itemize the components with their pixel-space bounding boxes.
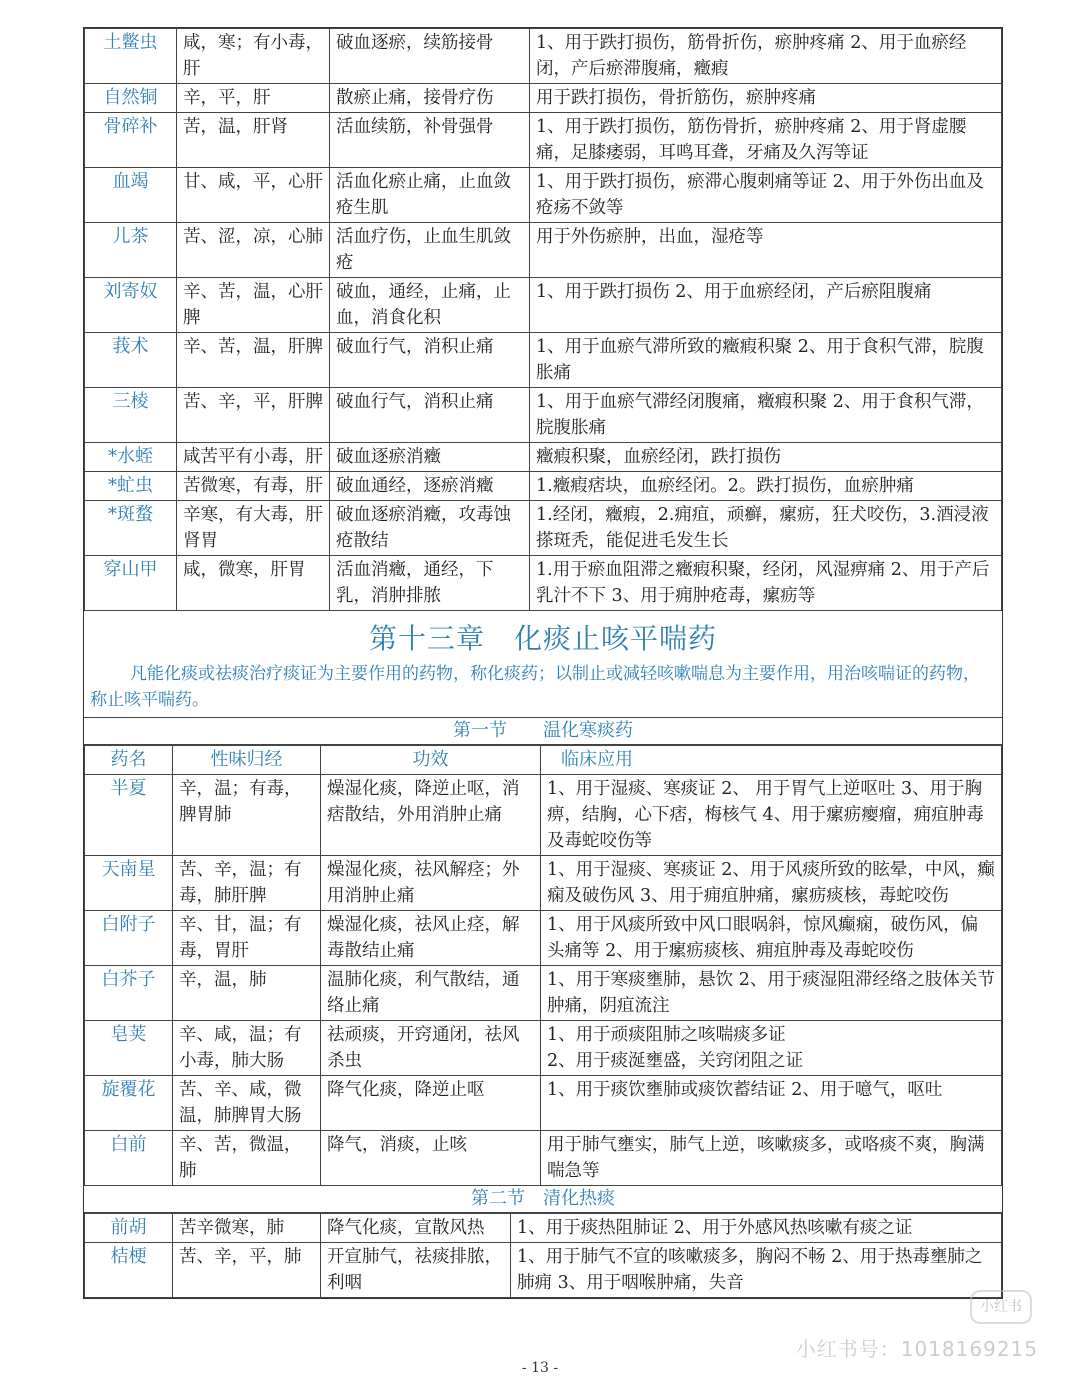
table-row xyxy=(85,1243,1002,1298)
herb-name: 三棱 xyxy=(85,388,177,443)
herb-use: 用于跌打损伤，骨折筋伤，瘀肿疼痛 xyxy=(530,84,1002,113)
herb-use: 1、用于血瘀气滞经闭腹痛，癥瘕积聚 2、用于食积气滞，脘腹胀痛 xyxy=(530,388,1002,443)
herb-name: 自然铜 xyxy=(85,84,177,113)
table-row xyxy=(85,168,1002,223)
chapter-title: 第十三章 化痰止咳平喘药 xyxy=(368,622,717,655)
herb-effect: 活血疗伤，止血生肌敛疮 xyxy=(330,223,530,278)
table-row xyxy=(85,113,1002,168)
table-row xyxy=(85,856,1002,911)
herb-name: 白芥子 xyxy=(85,966,173,1021)
table-row xyxy=(85,84,1002,113)
herb-name: 白前 xyxy=(85,1131,173,1186)
document-page xyxy=(83,27,1003,1299)
herb-name: 皂荚 xyxy=(85,1021,173,1076)
herb-use: 用于外伤瘀肿，出血，湿疮等 xyxy=(530,223,1002,278)
watermark-logo: 小红书 xyxy=(970,1290,1032,1324)
table-row xyxy=(85,388,1002,443)
section-1-title: 第一节 温化寒痰药 xyxy=(84,718,1002,745)
top-herb-table xyxy=(84,28,1002,611)
herb-nature: 苦、涩，凉，心肺 xyxy=(177,223,330,278)
herb-name: 儿茶 xyxy=(85,223,177,278)
header-effect: 功效 xyxy=(321,746,541,775)
herb-nature: 辛、苦，温，心肝脾 xyxy=(177,278,330,333)
herb-effect: 破血通经，逐瘀消癥 xyxy=(330,472,530,501)
herb-effect: 活血续筋，补骨强骨 xyxy=(330,113,530,168)
herb-use: 1、用于顽痰阻肺之咳喘痰多证 2、用于痰涎壅盛，关窍闭阻之证 xyxy=(541,1021,1002,1076)
herb-effect: 降气，消痰，止咳 xyxy=(321,1131,541,1186)
header-name: 药名 xyxy=(85,746,173,775)
herb-name: *水蛭 xyxy=(85,443,177,472)
herb-effect: 破血，通经，止痛，止血，消食化积 xyxy=(330,278,530,333)
herb-use: 1、用于跌打损伤，瘀滞心腹刺痛等证 2、用于外伤出血及疮疡不敛等 xyxy=(530,168,1002,223)
herb-nature: 苦微寒，有毒，肝 xyxy=(177,472,330,501)
herb-name: 土鳖虫 xyxy=(85,29,177,84)
table-row xyxy=(85,223,1002,278)
herb-use: 1、用于跌打损伤，筋骨折伤，瘀肿疼痛 2、用于血瘀经闭，产后瘀滞腹痛，癥瘕 xyxy=(530,29,1002,84)
herb-nature: 辛、苦，微温，肺 xyxy=(173,1131,321,1186)
table-row xyxy=(85,333,1002,388)
table-row xyxy=(85,29,1002,84)
herb-nature: 辛、苦，温，肝脾 xyxy=(177,333,330,388)
herb-use: 癥瘕积聚，血瘀经闭，跌打损伤 xyxy=(530,443,1002,472)
herb-effect: 活血消癥，通经，下乳，消肿排脓 xyxy=(330,556,530,611)
herb-name: 莪术 xyxy=(85,333,177,388)
herb-use: 1.经闭，癥瘕，2.痈疽，顽癣，瘰疬，狂犬咬伤，3.酒浸液搽斑秃，能促进毛发生长 xyxy=(530,501,1002,556)
herb-use: 1、用于血瘀气滞所致的癥瘕积聚 2、用于食积气滞，脘腹胀痛 xyxy=(530,333,1002,388)
herb-effect: 燥湿化痰，祛风止痉，解毒散结止痛 xyxy=(321,911,541,966)
herb-effect: 降气化痰，宣散风热 xyxy=(321,1214,511,1243)
table-row xyxy=(85,278,1002,333)
herb-nature: 甘、咸，平，心肝 xyxy=(177,168,330,223)
section-2-table xyxy=(84,1213,1002,1298)
herb-effect: 燥湿化痰，祛风解痉；外用消肿止痛 xyxy=(321,856,541,911)
herb-nature: 咸，寒；有小毒，肝 xyxy=(177,29,330,84)
herb-effect: 破血逐瘀，续筋接骨 xyxy=(330,29,530,84)
herb-nature: 苦、辛、咸，微温，肺脾胃大肠 xyxy=(173,1076,321,1131)
herb-name: 旋覆花 xyxy=(85,1076,173,1131)
herb-effect: 破血行气，消积止痛 xyxy=(330,388,530,443)
herb-nature: 辛，温，肺 xyxy=(173,966,321,1021)
herb-name: 血竭 xyxy=(85,168,177,223)
chapter-header xyxy=(84,611,1002,718)
herb-nature: 辛，温；有毒，脾胃肺 xyxy=(173,775,321,856)
section-2-title: 第二节 清化热痰 xyxy=(84,1186,1002,1213)
herb-use: 1.癥瘕痞块，血瘀经闭。2。跌打损伤，血瘀肿痛 xyxy=(530,472,1002,501)
herb-effect: 祛顽痰，开窍通闭，祛风杀虫 xyxy=(321,1021,541,1076)
herb-nature: 苦，温，肝肾 xyxy=(177,113,330,168)
herb-use: 1、用于肺气不宣的咳嗽痰多，胸闷不畅 2、用于热毒壅肺之肺痈 3、用于咽喉肿痛，失音 xyxy=(511,1243,1002,1298)
table-row xyxy=(85,1076,1002,1131)
herb-effect: 降气化痰，降逆止呕 xyxy=(321,1076,541,1131)
herb-use: 1、用于痰饮壅肺或痰饮蓄结证 2、用于噫气，呕吐 xyxy=(541,1076,1002,1131)
herb-effect: 燥湿化痰，降逆止呕，消痞散结，外用消肿止痛 xyxy=(321,775,541,856)
herb-use: 1、用于湿痰、寒痰证 2、用于风痰所致的眩晕，中风，癫痫及破伤风 3、用于痈疽肿痛，瘰疬痰核，毒蛇咬伤 xyxy=(541,856,1002,911)
herb-nature: 苦、辛，平，肺 xyxy=(173,1243,321,1298)
herb-effect: 活血化瘀止痛，止血敛疮生肌 xyxy=(330,168,530,223)
table-row xyxy=(85,775,1002,856)
herb-name: 骨碎补 xyxy=(85,113,177,168)
table-row xyxy=(85,501,1002,556)
herb-nature: 苦、辛，平，肝脾 xyxy=(177,388,330,443)
herb-nature: 苦辛微寒，肺 xyxy=(173,1214,321,1243)
header-use: 临床应用 xyxy=(541,746,1002,775)
table-row xyxy=(85,966,1002,1021)
section-1-header-row xyxy=(85,746,1002,775)
herb-use: 1、用于痰热阻肺证 2、用于外感风热咳嗽有痰之证 xyxy=(511,1214,1002,1243)
herb-effect: 温肺化痰，利气散结，通络止痛 xyxy=(321,966,541,1021)
herb-nature: 辛、咸，温；有小毒，肺大肠 xyxy=(173,1021,321,1076)
herb-use: 1、用于寒痰壅肺，悬饮 2、用于痰湿阻滞经络之肢体关节肿痛，阴疽流注 xyxy=(541,966,1002,1021)
herb-name: 刘寄奴 xyxy=(85,278,177,333)
herb-use: 1、用于跌打损伤 2、用于血瘀经闭，产后瘀阻腹痛 xyxy=(530,278,1002,333)
herb-nature: 辛，平，肝 xyxy=(177,84,330,113)
herb-name: 穿山甲 xyxy=(85,556,177,611)
herb-name: 白附子 xyxy=(85,911,173,966)
herb-effect: 破血行气，消积止痛 xyxy=(330,333,530,388)
herb-use: 用于肺气壅实，肺气上逆，咳嗽痰多，或咯痰不爽，胸满喘急等 xyxy=(541,1131,1002,1186)
herb-name: 天南星 xyxy=(85,856,173,911)
herb-use: 1、用于跌打损伤，筋伤骨折，瘀肿疼痛 2、用于肾虚腰痛，足膝痿弱，耳鸣耳聋，牙痛及久泻等证 xyxy=(530,113,1002,168)
herb-effect: 破血逐瘀消癥，攻毒蚀疮散结 xyxy=(330,501,530,556)
herb-nature: 苦、辛，温；有毒，肺肝脾 xyxy=(173,856,321,911)
herb-name: 半夏 xyxy=(85,775,173,856)
table-row xyxy=(85,1021,1002,1076)
chapter-intro: 凡能化痰或祛痰治疗痰证为主要作用的药物，称化痰药；以制止或减轻咳嗽喘息为主要作用，用治咳喘证的药物，称止咳平喘药。 xyxy=(90,664,980,710)
table-row xyxy=(85,911,1002,966)
watermark-text: 小红书号：1018169215 xyxy=(795,1337,1038,1361)
header-nature: 性味归经 xyxy=(173,746,321,775)
herb-nature: 咸苦平有小毒，肝 xyxy=(177,443,330,472)
herb-nature: 辛、甘，温；有毒，胃肝 xyxy=(173,911,321,966)
herb-effect: 散瘀止痛，接骨疗伤 xyxy=(330,84,530,113)
herb-name: 桔梗 xyxy=(85,1243,173,1298)
herb-nature: 辛寒，有大毒，肝肾胃 xyxy=(177,501,330,556)
section-1-table xyxy=(84,745,1002,1186)
herb-effect: 破血逐瘀消癥 xyxy=(330,443,530,472)
page-number: - 13 - xyxy=(521,1360,559,1376)
herb-effect: 开宣肺气，祛痰排脓， 利咽 xyxy=(321,1243,511,1298)
herb-use: 1.用于瘀血阻滞之癥瘕积聚，经闭，风湿痹痛 2、用于产后乳汁不下 3、用于痈肿疮毒，瘰疬等 xyxy=(530,556,1002,611)
herb-name: *斑蝥 xyxy=(85,501,177,556)
herb-use: 1、用于湿痰、寒痰证 2、 用于胃气上逆呕吐 3、用于胸痹，结胸，心下痞，梅核气 4、用于瘰疬瘿瘤，痈疽肿毒及毒蛇咬伤等 xyxy=(541,775,1002,856)
table-row xyxy=(85,443,1002,472)
table-row xyxy=(85,1131,1002,1186)
table-row xyxy=(85,472,1002,501)
herb-nature: 咸，微寒，肝胃 xyxy=(177,556,330,611)
herb-use: 1、用于风痰所致中风口眼㖞斜，惊风癫痫，破伤风，偏头痛等 2、用于瘰疬痰核、痈疽肿毒及毒蛇咬伤 xyxy=(541,911,1002,966)
table-row xyxy=(85,556,1002,611)
table-row xyxy=(85,1214,1002,1243)
herb-name: 前胡 xyxy=(85,1214,173,1243)
herb-name: *虻虫 xyxy=(85,472,177,501)
